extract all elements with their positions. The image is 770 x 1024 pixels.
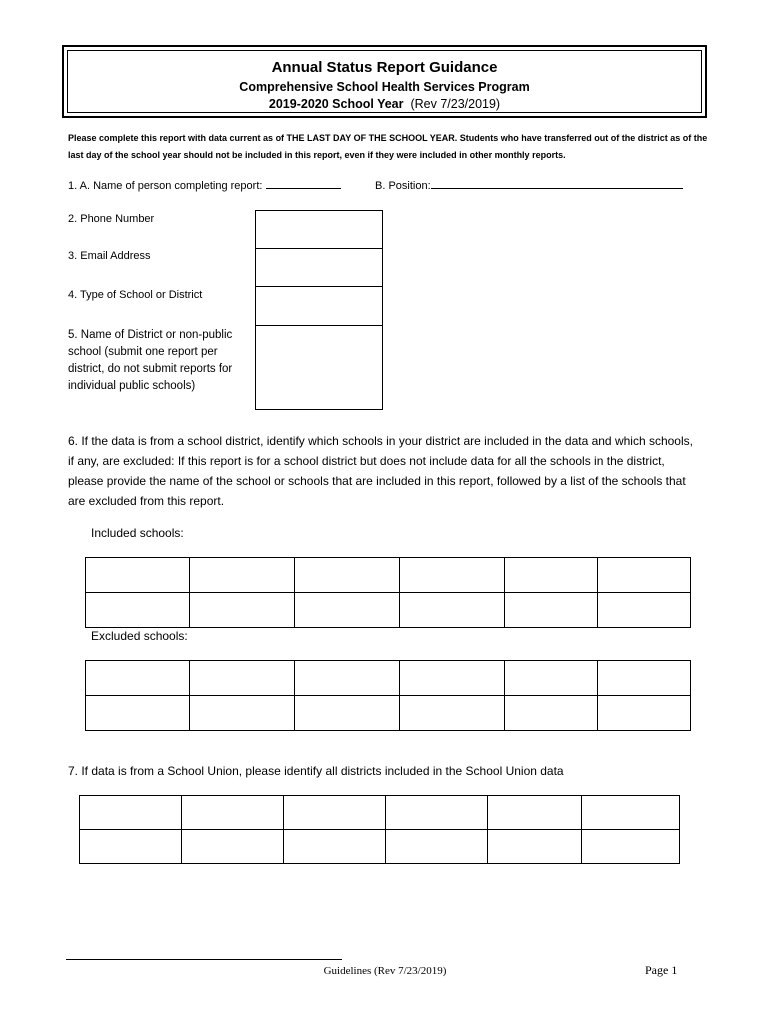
table-cell[interactable] (295, 661, 400, 696)
table-cell[interactable] (582, 796, 680, 830)
table-cell[interactable] (295, 593, 400, 628)
phone-field[interactable] (255, 210, 383, 249)
table-row (86, 558, 691, 593)
table-cell[interactable] (190, 558, 295, 593)
phone-label: 2. Phone Number (68, 213, 155, 225)
table-cell[interactable] (80, 796, 182, 830)
table-cell[interactable] (400, 696, 505, 731)
table-cell[interactable] (86, 696, 190, 731)
title-box (62, 45, 707, 118)
instructions-text: Please complete this report with data current as of THE LAST DAY OF THE SCHOOL YEAR. Students who have transferred out of the district as of the last day of the school year should not be included in this report, even if they were included in other monthly reports. (68, 133, 708, 160)
table-cell[interactable] (190, 696, 295, 731)
table-cell[interactable] (86, 661, 190, 696)
table-cell[interactable] (598, 558, 691, 593)
table-cell[interactable] (284, 796, 386, 830)
footer-text: Guidelines (Rev 7/23/2019) (323, 965, 447, 977)
table-cell[interactable] (80, 830, 182, 864)
title-box-inner (67, 50, 702, 113)
table-cell[interactable] (86, 558, 190, 593)
table-cell[interactable] (488, 796, 582, 830)
email-field[interactable] (255, 248, 383, 287)
program-name: Comprehensive School Health Services Program (239, 80, 530, 94)
table-cell[interactable] (505, 661, 598, 696)
included-schools-label: Included schools: (91, 526, 184, 540)
table-row (86, 661, 691, 696)
table-cell[interactable] (488, 830, 582, 864)
table-cell[interactable] (182, 830, 284, 864)
table-cell[interactable] (386, 830, 488, 864)
q7-text: 7. If data is from a School Union, please identify all districts included in the School Union data (68, 764, 564, 778)
table-cell[interactable] (400, 661, 505, 696)
email-label: 3. Email Address (68, 250, 151, 262)
table-cell[interactable] (582, 830, 680, 864)
district-name-label: 5. Name of District or non-public school (submit one report per district, do not submit reports for individual public schools) (68, 329, 233, 392)
table-row (80, 830, 680, 864)
table-row (80, 796, 680, 830)
q1a-row (68, 176, 341, 192)
table-cell[interactable] (400, 558, 505, 593)
q1b-row (375, 176, 683, 192)
table-row (86, 696, 691, 731)
school-type-field[interactable] (255, 286, 383, 326)
footer-divider (66, 959, 342, 960)
table-cell[interactable] (295, 558, 400, 593)
q1a-label: 1. A. Name of person completing report: (68, 180, 263, 192)
table-cell[interactable] (182, 796, 284, 830)
school-year: 2019-2020 School Year (268, 97, 404, 111)
table-cell[interactable] (190, 661, 295, 696)
position-field[interactable] (431, 176, 683, 189)
revision-date: (Rev 7/23/2019) (410, 97, 501, 111)
table-cell[interactable] (295, 696, 400, 731)
table-cell[interactable] (284, 830, 386, 864)
excluded-schools-table (85, 660, 691, 731)
table-cell[interactable] (598, 696, 691, 731)
school-year-line (68, 97, 701, 111)
excluded-schools-label: Excluded schools: (91, 629, 188, 643)
table-cell[interactable] (505, 558, 598, 593)
table-cell[interactable] (400, 593, 505, 628)
table-cell[interactable] (505, 593, 598, 628)
district-name-field[interactable] (255, 325, 383, 410)
table-cell[interactable] (598, 593, 691, 628)
page-number: Page 1 (645, 963, 678, 977)
school-type-label: 4. Type of School or District (68, 289, 203, 301)
table-cell[interactable] (505, 696, 598, 731)
report-title: Annual Status Report Guidance (271, 59, 498, 76)
q6-text: 6. If the data is from a school district, identify which schools in your district are included in the data and which schools, if any, are excluded: If this report is for a school district but does not include data for all the schools in the district, please provide the name of the school or schools that are included in this report, followed by a list of the schools that are excluded from this report. (68, 434, 693, 508)
school-union-table (79, 795, 680, 864)
included-schools-table (85, 557, 691, 628)
table-cell[interactable] (598, 661, 691, 696)
name-field[interactable] (266, 176, 341, 189)
table-cell[interactable] (386, 796, 488, 830)
table-row (86, 593, 691, 628)
q1b-label: B. Position: (375, 180, 431, 192)
table-cell[interactable] (86, 593, 190, 628)
table-cell[interactable] (190, 593, 295, 628)
